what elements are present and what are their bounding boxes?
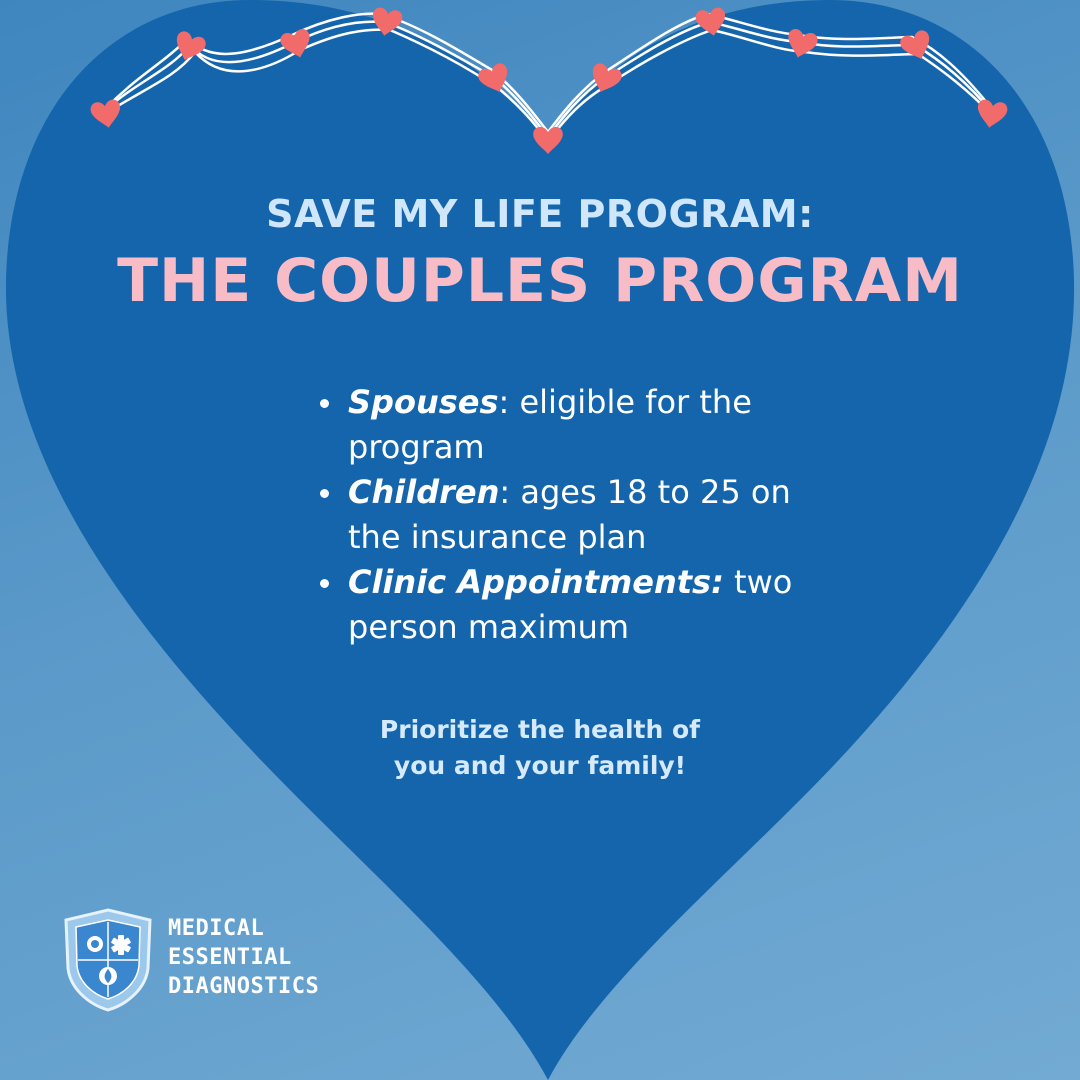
list-item [318,470,798,560]
tagline-line-2: you and your family! [393,751,687,780]
logo-line-1: MEDICAL [168,916,265,941]
company-logo [62,908,362,1012]
shield-badge-icon [62,908,154,1012]
headline-subtitle: SAVE MY LIFE PROGRAM: [266,192,814,236]
list-item-text: : eligible for the program [348,383,752,466]
logo-line-2: ESSENTIAL [168,945,292,970]
list-item-term: Spouses [348,383,499,421]
logo-wordmark [168,914,319,1001]
list-item-term: Clinic Appointments: [348,563,724,601]
list-item-term: Children [348,473,500,511]
list-item-text: : ages 18 to 25 on the insurance plan [348,473,791,556]
bullet-dot [320,399,329,408]
logo-line-3: DIAGNOSTICS [168,974,320,999]
list-item [318,560,798,650]
list-item [318,380,798,470]
bullet-dot [320,489,329,498]
bullet-dot [320,579,329,588]
headline-title: THE COUPLES PROGRAM [117,246,963,316]
fire-icon [99,967,117,985]
benefit-list [318,380,798,650]
tagline [0,712,1080,784]
police-badge-icon [87,936,103,952]
tagline-line-1: Prioritize the health of [379,715,701,744]
list-item-text: two person maximum [348,563,793,646]
